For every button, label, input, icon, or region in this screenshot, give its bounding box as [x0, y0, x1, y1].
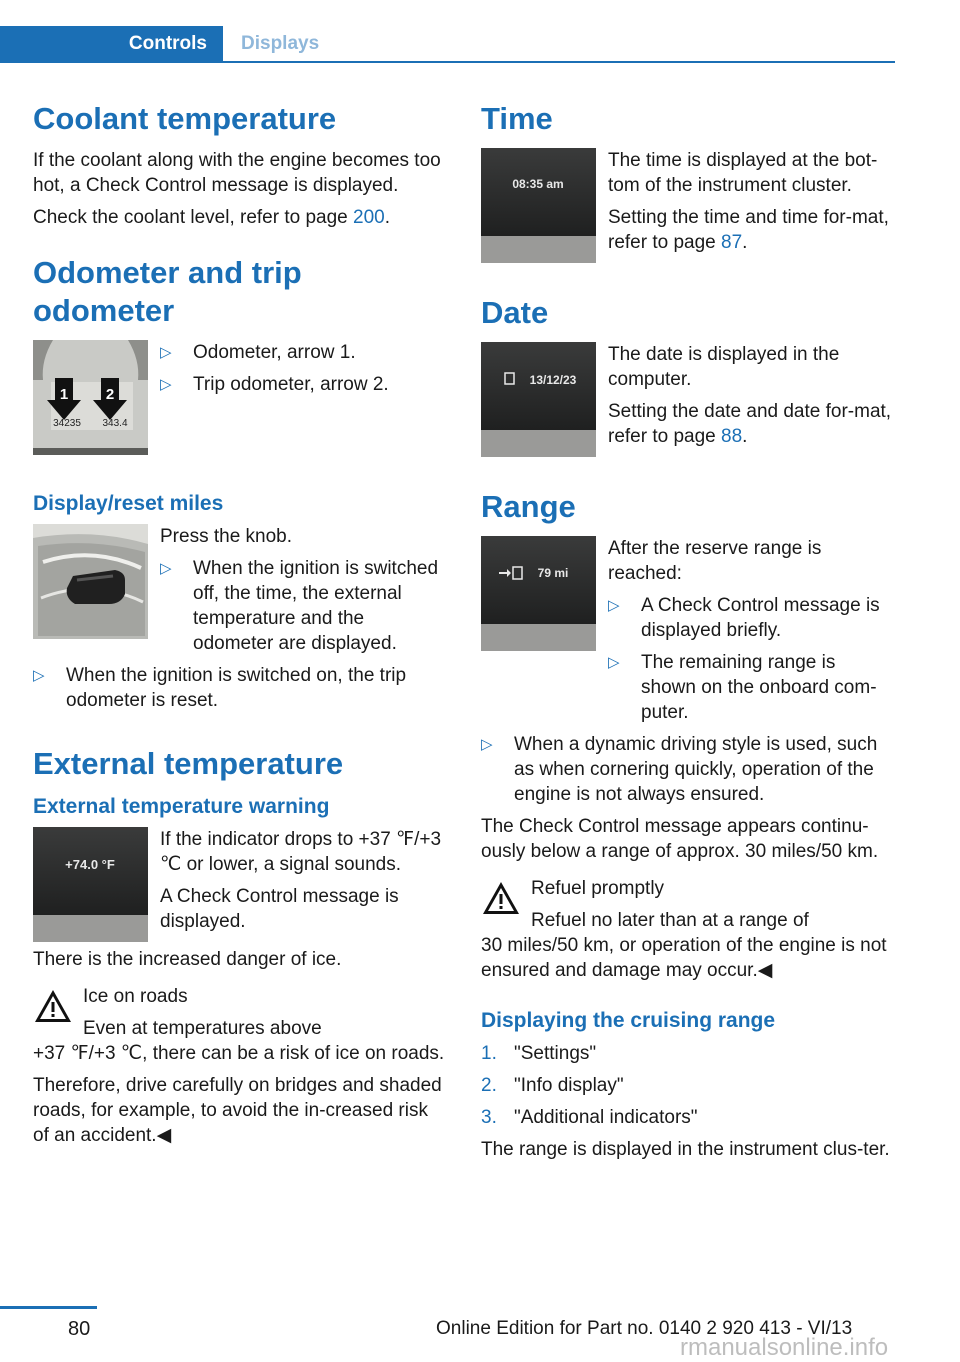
list-item: 3. "Additional indicators": [481, 1107, 698, 1128]
header-bar: [0, 26, 895, 63]
external-title: External temperature: [33, 746, 344, 781]
warning-text-b: +37 ℉/+3 ℃, there can be a risk of ice on roads.: [33, 1043, 445, 1064]
warning-text-b: 30 miles/50 km, or operation of the engine is not ensured and damage may occur.◀: [481, 935, 887, 981]
list-item: ▷ When the ignition is switched off, the time, the external temperature and the odometer are displayed.: [160, 558, 439, 654]
warning-icon: [33, 988, 73, 1024]
range-title: Range: [481, 489, 576, 524]
page-link-87[interactable]: 87: [721, 232, 743, 253]
coolant-ref: Check the coolant level, refer to page 200.: [33, 207, 391, 228]
date-display-image: [481, 342, 596, 462]
time-text-2: Setting the time and time for‐mat, refer to page 87.: [608, 207, 889, 253]
warning-text-a: Refuel no later than at a range of: [531, 910, 809, 931]
odometer-figure-row: [33, 340, 446, 460]
external-subtitle: External temperature warning: [33, 795, 330, 818]
page-number: 80: [68, 1318, 91, 1340]
cruising-title: Displaying the cruising range: [481, 1009, 776, 1032]
reset-list-wide: [33, 663, 446, 713]
list-item: 1. "Settings": [481, 1043, 597, 1064]
reset-instruction: Press the knob.: [160, 526, 293, 547]
warning-text-c: Therefore, drive carefully on bridges and shaded roads, for example, to avoid the in‐creased risk of an accident.◀: [33, 1075, 442, 1146]
list-item: ▷ When the ignition is switched on, the trip odometer is reset.: [33, 665, 407, 711]
warning-title: Refuel promptly: [531, 878, 665, 899]
time-value: 08:35 am: [512, 177, 564, 191]
range-list-wide: [481, 732, 895, 807]
page-number-rule: [0, 1306, 97, 1309]
coolant-title: Coolant temperature: [33, 101, 337, 136]
date-text-1: The date is displayed in the computer.: [608, 344, 840, 390]
odometer-value: 34235: [53, 418, 81, 429]
temperature-value: +74.0 °F: [65, 857, 115, 872]
warning-text-a: Even at temperatures above: [83, 1018, 322, 1039]
refuel-warning: [481, 876, 895, 983]
date-value: 13/12/23: [529, 373, 577, 387]
temperature-display-image: [33, 827, 148, 947]
watermark: rmanualsonline.info: [680, 1334, 889, 1361]
date-figure-row: [481, 342, 895, 462]
ice-warning: [33, 984, 446, 1148]
external-text-1: If the indicator drops to +37 ℉/+3 ℃ or lower, a signal sounds.: [160, 829, 442, 875]
list-item: 2. "Info display": [481, 1075, 624, 1096]
page-link-200[interactable]: 200: [353, 207, 385, 228]
range-text-1: After the reserve range is reached:: [608, 538, 822, 584]
knob-image: [33, 524, 148, 644]
footer-text: Online Edition for Part no. 0140 2 920 413 - VI/13: [436, 1318, 853, 1339]
date-title: Date: [481, 295, 549, 330]
external-text-2: A Check Control message is displayed.: [160, 886, 399, 932]
warning-title: Ice on roads: [83, 986, 188, 1007]
tab-controls[interactable]: Controls: [0, 26, 223, 61]
list-item: ▷ Odometer, arrow 1.: [160, 342, 356, 363]
time-figure-row: [481, 148, 895, 268]
odometer-image: [33, 340, 148, 460]
list-item: ▷ When a dynamic driving style is used, such as when cornering quickly, operation of the engine is not always ensured.: [481, 734, 878, 805]
arrow-2-label: 2: [105, 386, 115, 403]
list-item: ▷ The remaining range is shown on the onboard com‐puter.: [608, 652, 877, 723]
warning-icon: [481, 880, 521, 916]
page-link-88[interactable]: 88: [721, 426, 743, 447]
cruising-steps: [481, 1041, 895, 1130]
reset-list: [160, 556, 446, 656]
arrow-1-label: 1: [59, 386, 69, 403]
external-figure-row: [33, 827, 446, 947]
tab-displays[interactable]: Displays: [241, 33, 320, 54]
range-text-2: The Check Control message appears continu‐ously below a range of approx. 30 miles/50 km.: [481, 816, 879, 862]
reset-figure-row: [33, 524, 446, 663]
date-text-2: Setting the date and date for‐mat, refer to page 88.: [608, 401, 892, 447]
list-item: ▷ Trip odometer, arrow 2.: [160, 374, 389, 395]
list-item: ▷ A Check Control message is displayed briefly.: [608, 595, 880, 641]
odometer-list: [160, 340, 446, 397]
right-column: [481, 100, 895, 1169]
coolant-text: If the coolant along with the engine becomes too hot, a Check Control message is displayed.: [33, 150, 441, 196]
cruising-text: The range is displayed in the instrument clus‐ter.: [481, 1139, 890, 1160]
time-display-image: [481, 148, 596, 268]
external-text-3: There is the increased danger of ice.: [33, 949, 342, 970]
reset-title: Display/reset miles: [33, 492, 224, 515]
odometer-title: Odometer and trip odometer: [33, 255, 302, 328]
range-value: 79 mi: [537, 566, 569, 580]
range-display-image: [481, 536, 596, 656]
left-column: [33, 100, 446, 1155]
range-list: [608, 593, 895, 725]
time-title: Time: [481, 101, 553, 136]
range-figure-row: [481, 536, 895, 732]
time-text-1: The time is displayed at the bot‐tom of the instrument cluster.: [608, 150, 878, 196]
trip-value: 343.4: [102, 418, 128, 429]
